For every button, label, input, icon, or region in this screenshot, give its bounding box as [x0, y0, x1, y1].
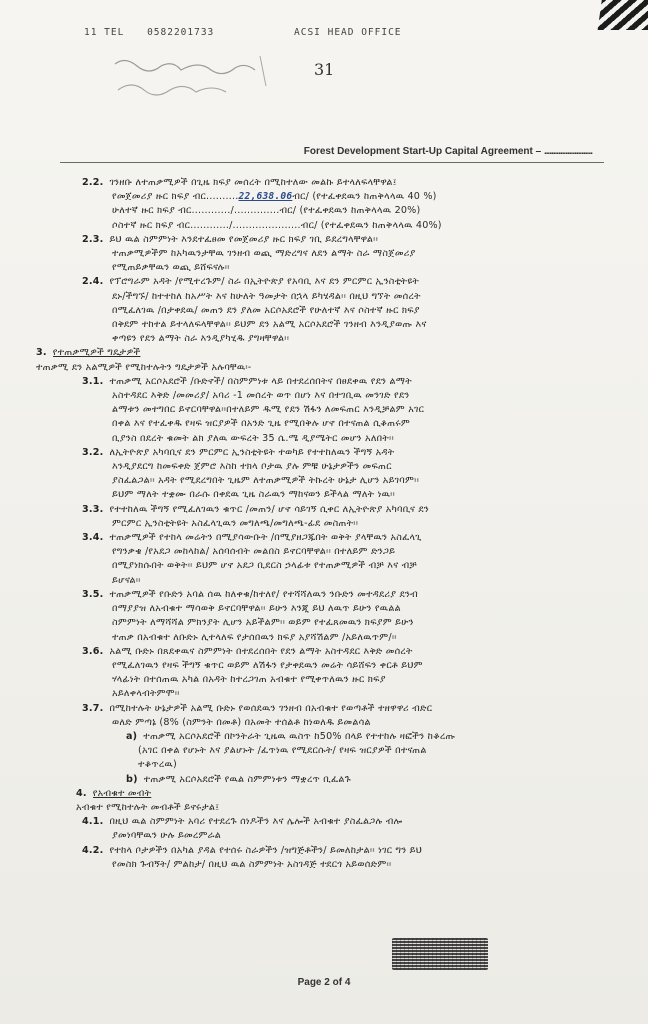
clause-text	[143, 730, 610, 744]
clause-text-main: የአብቁተ መብት	[92, 787, 152, 799]
clause-text	[138, 744, 610, 758]
clause-text-main: ተጠቃሚ አርሶአደሮች የዉል ስምምነቱን ማቋረጥ ቢፈልጉ	[143, 773, 351, 785]
clause-text-main: ቢያንስ በደረት ቁመት ልክ ያለዉ ውፍረት 35 ሴ.ሜ ዲያሜትር መሆን አለበት፡፡	[112, 432, 394, 444]
clause-text	[53, 346, 610, 360]
text-line	[36, 559, 610, 573]
text-line	[36, 261, 610, 275]
clause-text-main: አይለቀላብትምሞ፡፡	[112, 688, 180, 700]
clause-text	[109, 531, 610, 545]
document-body	[36, 176, 610, 872]
clause-text-main: ተጠቃሚ አርሶአደሮች በኮንትራት ጊዜዉ ዉስጥ ከ50% በላይ የተተከሉ ዛፎችን ከቆረጡ	[143, 730, 456, 742]
clause-text	[76, 801, 610, 815]
text-line	[36, 616, 610, 630]
clause-text-main: ተጠቃሚ አርሶአደሮች /ቡድኖች/ በስምምነቱ ላይ በተደረሰበትና በፀደቀዉ የደን ልማት	[109, 375, 412, 387]
text-line	[36, 474, 610, 488]
clause-text	[109, 815, 610, 829]
clause-text-main: ይህም ማለት ተቋሙ በራሱ በቀደዉ ጊዜ ስራዉን ማከናወን ይችላል ማለት ነዉ፡፡	[112, 489, 396, 501]
text-line	[36, 517, 610, 531]
clause-number: 3.6.	[82, 645, 104, 657]
text-line	[36, 403, 610, 417]
clause-number: b)	[126, 773, 138, 785]
clause-number: 2.3.	[82, 233, 104, 245]
clause-number: 3.1.	[82, 375, 104, 387]
text-line	[36, 631, 610, 645]
clause-text	[112, 247, 610, 261]
clause-text	[109, 503, 610, 517]
text-line	[36, 829, 610, 843]
clause-number: 3.2.	[82, 446, 104, 458]
running-header	[304, 146, 592, 157]
clause-text-main: በዚህ ዉል ስምምነት አባሪ የተደረጉ ሰነዶችን እና ሌሎች አብቁተ ያስፈልጋሉ ብሎ	[109, 816, 403, 828]
clause-text-main: የፕሮግራም አዳት /የሚተረጉም/ ስራ በኢትዮጵያ የአባቢ እና ደን ምርምር ኢንስቲትዩት	[109, 276, 420, 288]
clause-text-main: ተጠቃሚ ደን አልሚዎች የሚከተሉትን ግዴታዎች አሉባቸዉ፡-	[36, 361, 252, 373]
clause-text-main: የተከላ ቦታዎችን በአካል ያዳል የተሰሩ ስራዎችን /ዝግጅቶችን/ ይመለከታል፡፡ ነገር ግን ይህ	[109, 844, 423, 856]
text-line	[36, 233, 610, 247]
text-line	[36, 219, 610, 233]
clause-text	[112, 517, 610, 531]
running-header-title: Forest Development Start-Up Capital Agreement –	[303, 146, 542, 157]
text-line	[36, 332, 610, 346]
clause-text-main: ሁለተኛ ዙር ክፍያ ብር............/..............ብር/ (የተፈቀደዉን ከጠቅላላዉ 20%)	[112, 205, 421, 217]
text-line	[36, 432, 610, 446]
clause-text	[112, 190, 610, 204]
fax-line: 11 TEL	[84, 27, 125, 38]
text-line	[36, 545, 610, 559]
clause-number: 2.4.	[82, 276, 104, 288]
clause-text	[112, 545, 610, 559]
text-line	[36, 318, 610, 332]
clause-number: 3.7.	[82, 702, 104, 714]
clause-text-main: ይህ ዉል ስምምነት እንደተፈፀመ የመጀመሪያ ዙር ክፍያ ገቢ ይደረግላቸዋል፡፡	[109, 233, 379, 245]
clause-text	[112, 204, 610, 218]
clause-text-main: የሚፈለገዉን የዛፍ ችግኝ ቁጥር ወይም ለሽፋን የታቀደዉን መሬት ሳይሸፍን ቀርቶ ይህም	[112, 659, 423, 671]
clause-text	[112, 432, 610, 446]
clause-text	[112, 687, 610, 701]
clause-text-main: ተጠቃ በአብቁተ ለቡድኑ ሊተላለፍ የታሰበዉን ክፍያ አያሻሽልም /አይለዉጥም/፡፡	[112, 631, 397, 643]
text-line	[36, 275, 610, 289]
clause-text	[109, 176, 610, 190]
clause-text	[112, 290, 610, 304]
text-line	[36, 787, 610, 801]
clause-text	[109, 233, 610, 247]
text-line	[36, 375, 610, 389]
clause-number: 4.2.	[82, 844, 104, 856]
text-line	[36, 247, 610, 261]
text-line	[36, 204, 610, 218]
clause-text	[112, 602, 610, 616]
clause-text	[93, 787, 610, 801]
clause-text-main: የሚጠይቃቸዉን ወጪ ይሸፍናሉ፡፡	[112, 262, 230, 274]
handwritten-amount: 22,638.06	[238, 191, 293, 203]
clause-text	[112, 716, 610, 730]
clause-number: 3.3.	[82, 503, 104, 515]
clause-text-main: ሶስተኛ ዙር ክፍያ ብር............/.....................ብር/ (የተፈቀደዉን ከጠቅላላዉ 40%)	[112, 219, 442, 231]
clause-text-main: ይሆናል፡፡	[112, 574, 141, 586]
text-line	[36, 659, 610, 673]
clause-text	[112, 673, 610, 687]
clause-text	[144, 773, 610, 787]
text-line	[36, 702, 610, 716]
text-line	[36, 531, 610, 545]
clause-text-main: ደኑ/ችግኙ/ ከተተከለ ከአሥት እና ከሁለት ዓመታት በኋላ ይካሄዳል፡፡ በዚህ ግኘት መሰረት	[112, 290, 421, 302]
fax-phone: 0582201733	[147, 27, 215, 38]
clause-text	[112, 304, 610, 318]
clause-text	[112, 474, 610, 488]
text-line	[36, 588, 610, 602]
clause-number: a)	[126, 730, 138, 742]
clause-text	[112, 559, 610, 573]
page-footer: Page 2 of 4	[297, 977, 351, 988]
clause-number: 3.	[36, 347, 47, 359]
text-line	[36, 304, 610, 318]
text-line	[36, 190, 610, 204]
text-line	[36, 773, 610, 787]
fax-header	[84, 27, 402, 38]
clause-number: 4.	[76, 787, 87, 799]
clause-text	[109, 446, 610, 460]
text-line	[36, 346, 610, 360]
text-line	[36, 844, 610, 858]
clause-text-main: ምርምር ኢንስቲትዩት አስፈላጊዉን መግለጫ/መግለጫ-ፊደ መስጠት፡፡	[112, 517, 359, 529]
clause-text-main: በሚያነክሱበት ወቅት፡፡ ይህም ሆኖ አደጋ ቢደርስ ኃላፊቱ የተጠቃሚዎች ብቻ እና ብቻ	[112, 560, 417, 572]
clause-text	[109, 702, 610, 716]
clause-text-main: ወለድ ምጣኔ (8% (ስምንት በመቶ) በአመት ተሰልቶ ከነወለዱ ይመልሳል	[112, 716, 371, 728]
text-line	[36, 446, 610, 460]
clause-text	[112, 261, 610, 275]
pencil-scribble	[110, 52, 290, 112]
text-line	[36, 758, 610, 772]
clause-text	[112, 616, 610, 630]
corner-mark	[598, 0, 648, 30]
text-line	[36, 176, 610, 190]
scanner-stamp	[392, 938, 488, 970]
clause-text	[112, 318, 610, 332]
clause-text	[109, 375, 610, 389]
clause-number: 3.4.	[82, 532, 104, 544]
clause-text-main: ሃላፊነት በተሰጠዉ አካል በአዳት ከተረጋገጠ አብቁተ የሚቀጥለዉን ዙር ክፍያ	[112, 674, 386, 686]
clause-text	[112, 574, 610, 588]
clause-text-main: አብቁተ የሚከተሉት መብቶች ይኖሩታል፤	[76, 801, 220, 813]
clause-text	[112, 829, 610, 843]
header-rule	[60, 162, 604, 163]
clause-text	[112, 631, 610, 645]
clause-text-main: ቀጣዩን የደን ልማት ስራ እንዲያካሂዱ ያግዛቸዋል፡፡	[112, 333, 290, 345]
clause-text	[109, 275, 610, 289]
clause-text-main: አልሚ ቡድኑ በጸደቀዉና ስምምነት በተደረሰበት የደን ልማት አስተዳደር እቅድ መሰረት	[109, 645, 413, 657]
text-line	[36, 488, 610, 502]
clause-text	[112, 332, 610, 346]
running-header-blank: ...........................	[543, 146, 592, 157]
clause-text-main: ያመነባቸዉን ሁሉ ይመረምራል	[112, 830, 222, 842]
clause-text-main: የተጠቃሚዎች ግዴታዎች	[52, 347, 141, 359]
clause-text-main: በሚፈለገዉ /በታቀደዉ/ መጠን ደን ያለመ አርሶአደሮች የሁለተኛ እና ሶስተኛ ዙር ክፍያ	[112, 304, 420, 316]
clause-text-main: ስምምነት ለማሻሻል ምክንያት ሊሆን አይችልም፡፡ ወይም የተፈጸመዉን ክፍያም ይሁን	[112, 617, 414, 629]
clause-text-main: የግንቃቄ /የአደጋ መከላከል/ አሰባሰብት መልበስ ይኖርባቸዋል፡፡ በተለይም ድንጋይ	[112, 546, 396, 558]
clause-text-main: ገንዘቡ ለተጠቃሚዎች በጊዜ ክፍያ መሰረት በሚከተለው መልኩ ይተላለፍላቸዋል፤	[109, 177, 397, 188]
clause-text	[112, 389, 610, 403]
clause-text-main: በቅደም ተከተል ይተላለፍላቸዋል፡፡ ይህም ደን አልሚ አርሶአደሮች ገንዘብ እንዲያወጡ እና	[112, 319, 427, 331]
clause-text-main: የመስክ ጉብኝት/ ምልከታ/ በዚህ ዉል ስምምነት አስገዳጅ ተደርጎ አይወሰድም፡፡	[112, 858, 392, 870]
clause-text-main: ተጠቃሚዎች የቡድን አባል ሰዉ ከለቀቁ/ከተለየ/ የተሻሻለዉን ንቡድን መተዳደሪያ ደንብ	[109, 588, 418, 600]
clause-text-main: ለኢትዮጵያ አካባቢና ደን ምርምር ኢንስቲትዩት ተወካይ የተተከለዉን ችግኝ አዳት	[109, 446, 395, 458]
clause-text-main: በማያያዝ ለአብቁተ ማሳወቅ ይኖርባቸዋል፡፡ ይሁን እንጂ ይህ ለዉጥ ይሁን የዉልል	[112, 603, 401, 615]
clause-text-main: በቀል እና የተፈቀዱ የዛፍ ዝርያዎች በአንድ ጊዜ የሚበቅሉ ሆኖ በተናጠል ሲቆጠሩም	[112, 418, 411, 430]
clause-text-main: እንዲያደርግ ከመፍቀድ ጀምሮ እስከ ተክላ ቦታዉ ያሉ ምቹ ሁኔታዎችን መፍጠር	[112, 461, 392, 473]
text-line	[36, 801, 610, 815]
clause-text	[112, 858, 610, 872]
clause-number: 4.1.	[82, 816, 104, 828]
text-line	[36, 361, 610, 375]
fax-office: ACSI HEAD OFFICE	[294, 27, 402, 38]
text-line	[36, 417, 610, 431]
text-line	[36, 673, 610, 687]
clause-text-main: ያስፈልጋል፡፡ አዳት የሚደረግበት ጊዜም ለተጠቃሚዎች ትኩረት ሁኔታ ሊሆን አይገባም፡፡	[112, 475, 420, 487]
handwritten-page-number: 31	[314, 60, 335, 79]
clause-text	[36, 361, 610, 375]
clause-text-main: ተጠቃሚዎችም ከአካዉንታቸዉ ገንዘብ ወጪ ማድረግና ለደን ልማት ስራ ማስጀመሪያ	[112, 248, 416, 260]
clause-text	[109, 588, 610, 602]
clause-text-main: ተቆጥረዉ)	[138, 759, 177, 771]
clause-text-main: የመጀመሪያ ዙር ክፍያ ብር..........	[112, 191, 239, 203]
clause-text	[112, 403, 610, 417]
text-line	[36, 815, 610, 829]
text-line	[36, 858, 610, 872]
clause-text-main: የተተከለዉ ችግኝ የሚፈለገዉን ቁጥር /መጠን/ ሆኖ ሳይገኝ ሲቀር ለኢትዮጵያ አካባቢና ደን	[109, 503, 430, 515]
text-line	[36, 744, 610, 758]
clause-text	[109, 645, 610, 659]
clause-text	[138, 758, 610, 772]
text-line	[36, 730, 610, 744]
clause-number: 2.2.	[82, 177, 104, 188]
clause-text	[112, 417, 610, 431]
text-line	[36, 716, 610, 730]
text-line	[36, 687, 610, 701]
clause-text-main: ልማቱን መተግበር ይኖርባቸዋል፡፡በተለይም ዱሚ የደን ሽፋን ለመፍጠር እንዲቻልም አገር	[112, 404, 425, 416]
clause-text-main: ተጠቃሚዎች የተከላ መሬትን በሚያሳውቡት /በሚያዘጋጁበት ወቅት ያላቸዉን አስፈላጊ	[109, 532, 422, 544]
text-line	[36, 574, 610, 588]
clause-text-main: በሚከተሉት ሁኔታዎች አልሚ ቡድኑ የወሰደዉን ገንዘብ በአብቁተ የወጣቶች ተዘዋዋሪ ብድር	[109, 702, 433, 714]
clause-text	[112, 488, 610, 502]
clause-text	[112, 460, 610, 474]
text-line	[36, 503, 610, 517]
clause-text	[109, 844, 610, 858]
clause-number: 3.5.	[82, 588, 104, 600]
text-line	[36, 460, 610, 474]
clause-text	[112, 219, 610, 233]
text-line	[36, 389, 610, 403]
clause-text-after: ብር/ (የተፈቀደዉን ከጠቅላላዉ 40 %)	[292, 191, 437, 203]
clause-text-main: (አገር በቀል የሆኑት እና ያልሆኑት /ፈጥነዉ የሚደርሱት/ የዛፍ ዝርያዎች በተናጠል	[138, 745, 427, 757]
clause-text-main: አስተዳደር እቅድ /መመሪያ/ አባሪ -1 መሰረት ወጥ በሆነ እና በተገቢዉ መንገድ የደን	[112, 390, 410, 402]
text-line	[36, 290, 610, 304]
text-line	[36, 602, 610, 616]
clause-text	[112, 659, 610, 673]
text-line	[36, 645, 610, 659]
